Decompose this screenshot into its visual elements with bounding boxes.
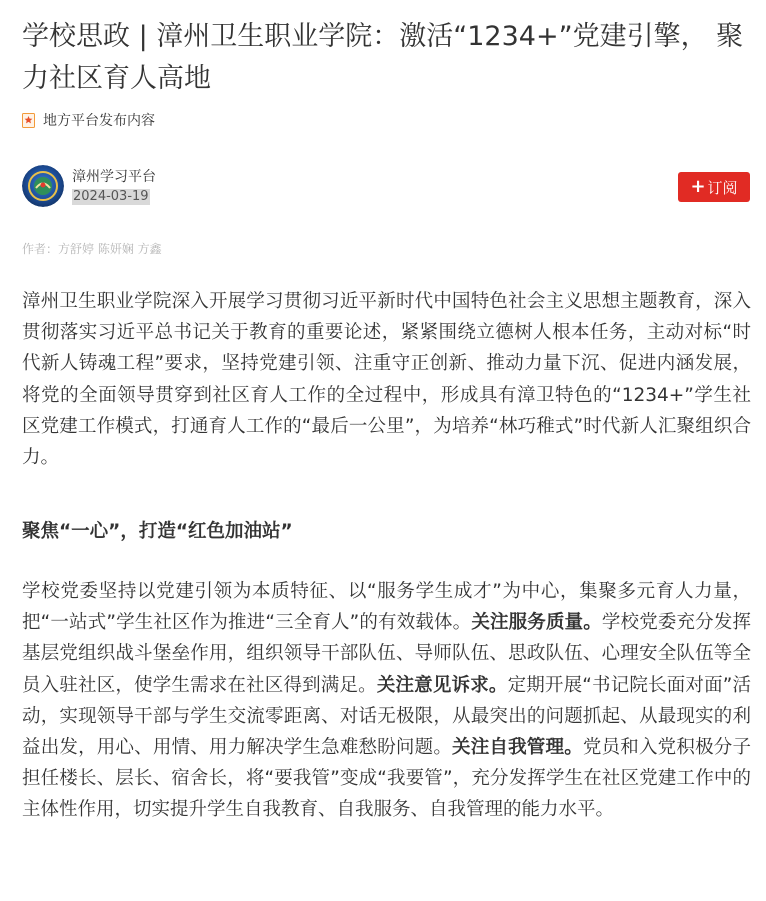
- publish-date: 2024-03-19: [73, 189, 149, 204]
- article-authors: 作者：方舒婷 陈妍娴 方鑫: [22, 242, 162, 256]
- article-title: 学校思政 | 漳州卫生职业学院：激活“1234+”党建引擎， 聚力社区育人高地: [22, 21, 744, 94]
- paragraph-emphasis: 关注自我管理。: [452, 737, 583, 759]
- paragraph-text: 学校党委坚持以党建引领为本质特征、以“服务学生成才”为中心，集聚多元育人力量，把“一站式”学生社区作为推进“三全育人”的有效载体。: [22, 581, 751, 634]
- source-label: 地方平台发布内容: [43, 113, 155, 129]
- section-heading: 聚焦“一心”，打造“红色加油站”: [22, 521, 293, 542]
- plus-icon: +: [690, 176, 706, 197]
- platform-badge-icon: [22, 113, 35, 128]
- subscribe-label: 订阅: [707, 178, 738, 197]
- paragraph-text: 党员和入党积极分子担任楼长、层长、宿舍长，将“要我管”变成“我要管”，充分发挥学生在社区党建工作中的主体性作用，切实提升学生自我教育、自我服务、自我管理的能力水平。: [22, 737, 751, 821]
- article-paragraph: 漳州卫生职业学院深入开展学习贯彻习近平新时代中国特色社会主义思想主题教育，深入贯彻落实习近平总书记关于教育的重要论述，紧紧围绕立德树人根本任务，主动对标“时代新人铸魂工程”要求，坚持党建引领、注重守正创新、推动力量下沉、促进内涵发展，将党的全面领导贯穿到社区育人工作的全过程中，形成具有漳卫特色的“1234+”学生社区党建工作模式，打通育人工作的“最后一公里”，为培养“林巧稚式”时代新人汇聚组织合力。: [22, 291, 751, 469]
- subscribe-button[interactable]: [678, 172, 750, 202]
- source-label-row: [22, 110, 155, 130]
- paragraph-emphasis: 关注意见诉求。: [376, 674, 508, 696]
- paragraph-emphasis: 关注服务质量。: [471, 612, 602, 634]
- paragraph-text: 学校党委充分发挥基层党组织战斗堡垒作用，组织领导干部队伍、导师队伍、思政队伍、心理安全队伍等全员入驻社区，使学生需求在社区得到满足。: [22, 612, 751, 696]
- paragraph-text: 定期开展“书记院长面对面”活动，实现领导干部与学生交流零距离、对话无极限，从最突出的问题抓起、从最现实的利益出发，用心、用情、用力解决学生急难愁盼问题。: [22, 674, 751, 759]
- article-paragraph: [22, 576, 751, 826]
- publisher-name[interactable]: 漳州学习平台: [72, 169, 156, 185]
- publisher-row: [22, 165, 750, 209]
- publisher-avatar[interactable]: [22, 165, 64, 207]
